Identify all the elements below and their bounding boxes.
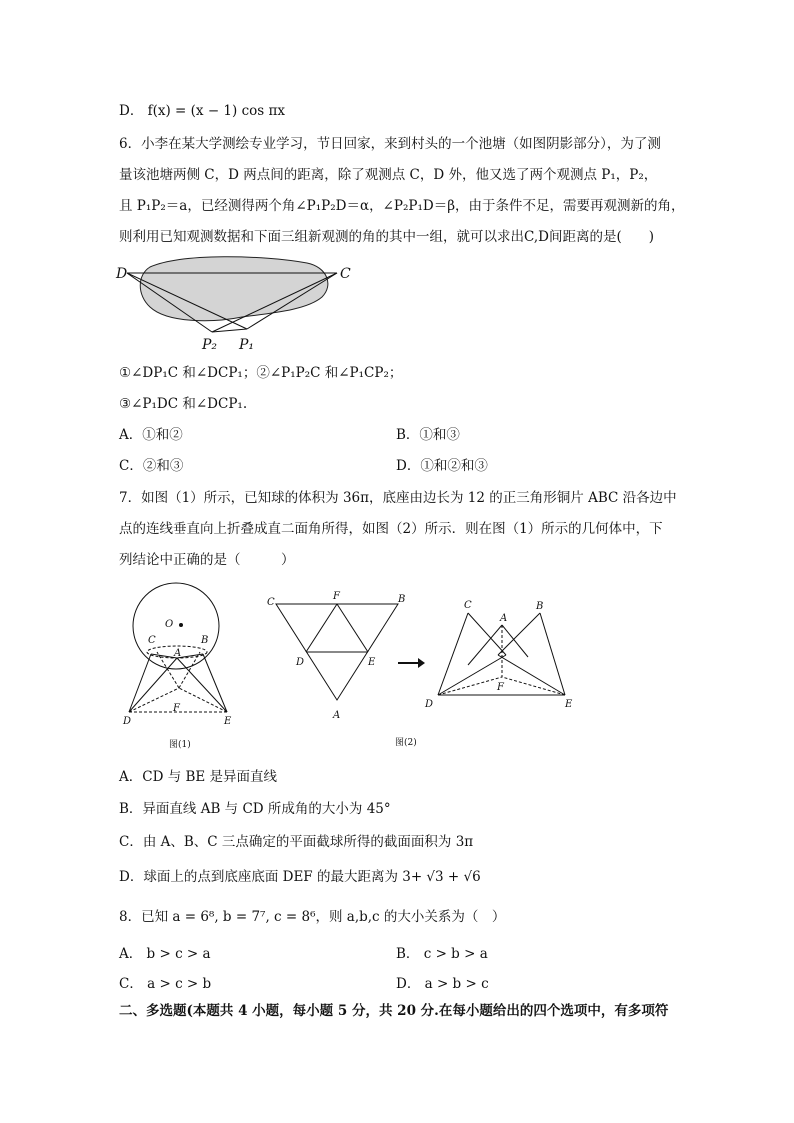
q8-option-c: C． a > c > b	[119, 976, 212, 992]
label-b: B	[536, 601, 544, 612]
q6-groups-line-2: ③∠P₁DC 和∠DCP₁.	[119, 396, 248, 412]
pond-shape	[140, 257, 328, 321]
q7-option-a: A．CD 与 BE 是异面直线	[119, 769, 278, 785]
label-b: B	[398, 594, 406, 605]
label-f: F	[497, 682, 504, 693]
q6-pond-figure	[112, 255, 351, 355]
q8-line: 8．已知 a = 6⁸, b = 7⁷, c = 8⁶，则 a,b,c 的大小关系为（ ）	[119, 909, 506, 925]
q7-option-c: C．由 A、B、C 三点确定的平面截球所得的截面面积为 3π	[119, 834, 474, 850]
q6-line-1: 6．小李在某大学测绘专业学习，节日回家，来到村头的一个池塘（如图阴影部分），为了测	[119, 136, 661, 152]
q8-option-a: A． b > c > a	[119, 946, 211, 962]
q6-line-3: 且 P₁P₂＝a，已经测得两个角∠P₁P₂D＝α，∠P₂P₁D＝β，由于条件不足，需要再观测新的角，	[119, 198, 685, 214]
q6-option-d: D．①和②和③	[396, 458, 488, 474]
q6-option-c: C．②和③	[119, 458, 184, 474]
q7-option-d: D．球面上的点到底座底面 DEF 的最大距离为 3+ √3 + √6	[119, 869, 481, 885]
q6-option-a: A．①和②	[119, 427, 183, 443]
q7-line-3: 列结论中正确的是（ ）	[119, 552, 295, 568]
label-f: F	[173, 703, 180, 714]
section-2-heading: 二、多选题(本题共 4 小题，每小题 5 分，共 20 分.在每小题给出的四个选项中，有多项符	[119, 1003, 669, 1019]
label-d: D	[116, 266, 128, 282]
label-o: O	[165, 619, 174, 630]
q6-line-2: 量该池塘两侧 C，D 两点间的距离，除了观测点 C，D 外，他又选了两个观测点 P₁，P₂，	[119, 167, 658, 183]
label-d: D	[425, 699, 434, 710]
label-p1: P₁	[239, 337, 255, 353]
label-c: C	[464, 600, 472, 611]
q6-option-b: B．①和③	[396, 427, 460, 443]
label-p2: P₂	[202, 337, 218, 353]
label-f: F	[333, 591, 340, 602]
label-d: D	[123, 716, 132, 727]
label-c: C	[267, 597, 275, 608]
label-c: C	[148, 635, 156, 646]
q7-figure-2	[262, 588, 417, 753]
caption-fig2: 图(2)	[395, 738, 417, 748]
label-a: A	[174, 648, 182, 659]
label-b: B	[201, 635, 209, 646]
q7-figure-1	[115, 580, 245, 755]
label-d: D	[296, 657, 305, 668]
q7-line-1: 7．如图（1）所示，已知球的体积为 36π，底座由边长为 12 的正三角形铜片 ABC 沿各边中	[119, 490, 677, 506]
sphere-center-dot	[179, 623, 183, 627]
label-c: C	[340, 266, 351, 282]
q7-option-b: B．异面直线 AB 与 CD 所成角的大小为 45°	[119, 801, 391, 817]
caption-fig1: 图(1)	[169, 740, 191, 750]
label-e: E	[565, 699, 573, 710]
q6-line-4: 则利用已知观测数据和下面三组新观测的角的其中一组，就可以求出C,D间距离的是( )	[119, 229, 654, 245]
q8-option-d: D． a > b > c	[396, 976, 489, 992]
q8-option-b: B． c > b > a	[396, 946, 488, 962]
label-e: E	[224, 716, 232, 727]
q7-line-2: 点的连线垂直向上折叠成直二面角所得，如图（2）所示．则在图（1）所示的几何体中，下	[119, 521, 663, 537]
label-e: E	[368, 657, 376, 668]
q7-folded-figure	[420, 595, 580, 720]
q6-groups-line-1: ①∠DP₁C 和∠DCP₁；②∠P₁P₂C 和∠P₁CP₂；	[119, 365, 403, 381]
label-a: A	[333, 710, 341, 721]
prev-option-d: D． f(x) = (x − 1) cos πx	[119, 103, 285, 119]
label-a: A	[500, 613, 508, 624]
